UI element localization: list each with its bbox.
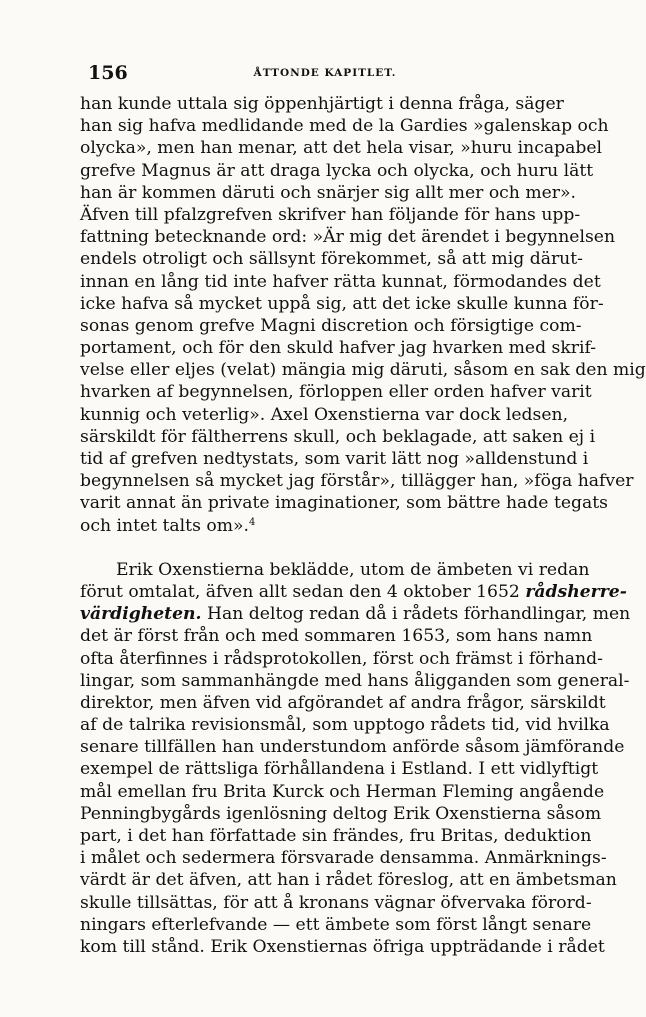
text-line: hvarken af begynnelsen, förloppen eller orden hafver varit: [80, 382, 592, 403]
text-line: mål emellan fru Brita Kurck och Herman Fleming angående: [80, 781, 605, 802]
text-line: ningars efterlefvande — ett ämbete som först långt senare: [80, 914, 592, 935]
paragraph-2-rest: [80, 625, 630, 958]
text-line: grefve Magnus är att draga lycka och olycka, och huru lätt: [80, 160, 594, 181]
text-line: varit annat än private imaginationer, som bättre hade tegats: [80, 493, 608, 514]
text-line: part, i det han författade sin frändes, fru Britas, deduktion: [80, 826, 592, 846]
text-line: ofta återfinnes i rådsprotokollen, först och främst i förhand-: [80, 648, 603, 669]
text-line: exempel de rättsliga förhållandena i Estland. I ett vidlyftigt: [80, 759, 599, 780]
text-line-content: och intet talts om».: [80, 515, 249, 536]
text-line: Penningbygårds igenlösning deltog Erik Oxenstierna såsom: [80, 803, 602, 824]
text-line: [80, 515, 562, 537]
text-line: senare tillfällen han understundom anförde såsom jämförande: [80, 737, 625, 758]
page-header: [88, 62, 562, 86]
text-line: lingar, som sammanhängde med hans åligganden som general-: [80, 670, 630, 691]
text-line: sonas genom grefve Magni discretion och försigtige com-: [80, 315, 582, 336]
text-line: särskildt för fältherrens skull, och beklagade, att saken ej i: [80, 426, 596, 447]
text-line-content: Han deltog redan då i rådets förhandlingar, men: [207, 604, 631, 625]
text-line: tid af grefven nedtystats, som varit lätt nog »alldenstund i: [80, 449, 589, 469]
footnote-marker: 4: [249, 516, 256, 528]
text-line: kunnig och veterlig». Axel Oxenstierna var dock ledsen,: [80, 404, 569, 425]
text-line: af de talrika revisionsmål, som upptogo rådets tid, vid hvilka: [80, 715, 610, 736]
text-line: olycka», men han menar, att det hela visar, »huru incapabel: [80, 138, 602, 159]
text-line: direktor, men äfven vid afgörandet af andra frågor, särskildt: [80, 692, 606, 713]
text-line-content: förut omtalat, äfven allt sedan den 4 oktober 1652: [80, 581, 520, 602]
text-line: portament, och för den skuld hafver jag hvarken med skrif-: [80, 338, 597, 359]
text-line: endels otroligt och sällsynt förekommet, så att mig därut-: [80, 249, 583, 270]
text-line: det är först från och med sommaren 1653, som hans namn: [80, 626, 593, 647]
paragraph-1: [80, 93, 646, 515]
italic-term: värdigheten.: [80, 604, 202, 625]
text-line: begynnelsen så mycket jag förstår», tillägger han, »föga hafver: [80, 471, 634, 492]
paragraph-gap: [80, 537, 562, 559]
text-line: han sig hafva medlidande med de la Gardies »galenskap och: [80, 116, 609, 137]
text-line: icke hafva så mycket uppå sig, att det icke skulle kunna för-: [80, 293, 604, 314]
text-line: [80, 581, 627, 603]
text-line: värdt är det äfven, att han i rådet föreslog, att en ämbetsman: [80, 870, 617, 891]
text-line: innan en lång tid inte hafver rätta kunnat, förmodandes det: [80, 271, 601, 292]
italic-term: rådsherre-: [525, 581, 627, 602]
text-line: kom till stånd. Erik Oxenstiernas öfriga uppträdande i rådet: [80, 936, 605, 957]
text-line: han kunde uttala sig öppenhjärtigt i denna fråga, säger: [80, 94, 564, 114]
body-text: [80, 93, 646, 958]
text-line: i målet och sedermera försvarade densamma. Anmärknings-: [80, 848, 607, 869]
text-line: skulle tillsättas, för att å kronans vägnar öfvervaka förord-: [80, 892, 592, 913]
text-line: velse eller eljes (velat) mängia mig däruti, såsom en sak den mig: [80, 360, 646, 381]
text-line: fattning betecknande ord: »Är mig det ärendet i begynnelsen: [80, 227, 616, 248]
paragraph-2: [80, 559, 631, 958]
text-line: Äfven till pfalzgrefven skrifver han följande för hans upp-: [80, 204, 581, 225]
text-line: Erik Oxenstierna beklädde, utom de ämbeten vi redan: [116, 559, 590, 580]
running-title: ÅTTONDE KAPITLET.: [253, 67, 397, 79]
text-line: han är kommen däruti och snärjer sig allt mer och mer».: [80, 182, 576, 203]
text-line: [80, 603, 631, 625]
page-number: 156: [88, 62, 128, 84]
